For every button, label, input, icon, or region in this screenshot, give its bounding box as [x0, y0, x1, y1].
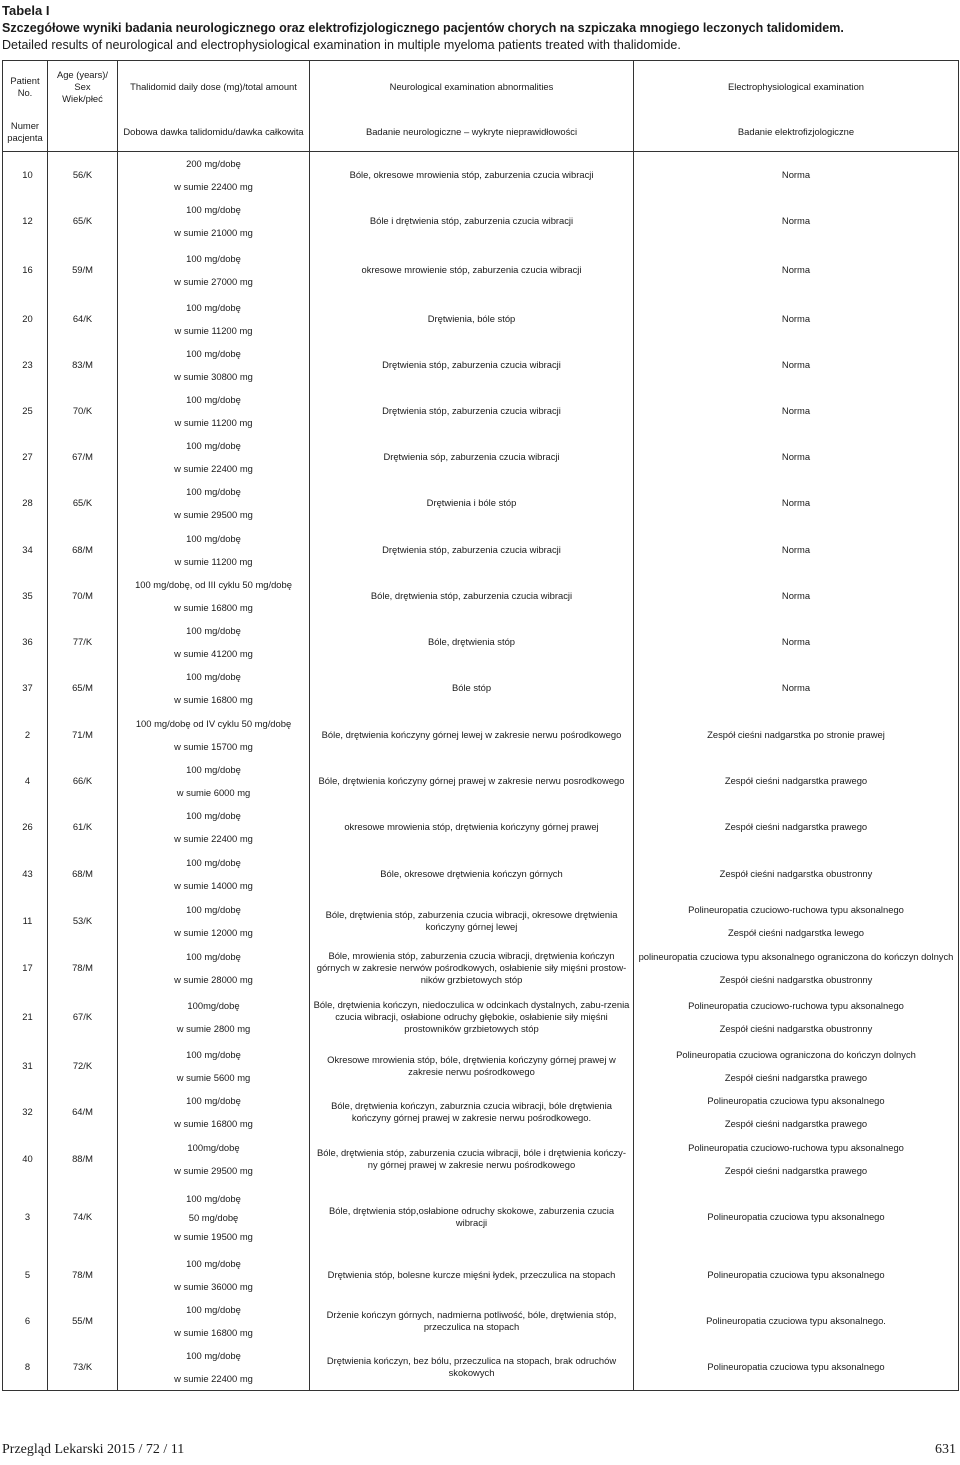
cell-electro: [634, 434, 959, 480]
cell-neuro: Drżenie kończyn górnych, nadmierna potliwość, bóle, drętwienia stóp, przeczulica na stopach: [310, 1298, 634, 1344]
cell-dose: [118, 665, 310, 711]
cell-dose: [118, 758, 310, 804]
cell-electro: [634, 1344, 959, 1391]
dose-line: 100 mg/dobę: [186, 625, 241, 636]
dose-line: w sumie 29500 mg: [174, 1164, 253, 1176]
cell-age-sex: 70/M: [48, 573, 118, 619]
cell-patient-number: 26: [3, 804, 48, 850]
cell-patient-number: 28: [3, 480, 48, 526]
title-english: Detailed results of neurological and electrophysiological examination in multiple myeloma patients treated with thalidomide.: [2, 38, 681, 52]
dose-line: w sumie 28000 mg: [174, 973, 253, 985]
cell-patient-number: 11: [3, 897, 48, 944]
dose-line: w sumie 16800 mg: [174, 1118, 253, 1129]
cell-neuro: Bóle, drętwienia kończyn, zaburznia czucia wibracji, bóle drętwienia kończyny górnej prawej w zakresie nerwu pośrodkowego.: [310, 1089, 634, 1135]
cell-age-sex: 68/M: [48, 526, 118, 573]
cell-electro: [634, 991, 959, 1043]
cell-electro: [634, 1182, 959, 1252]
cell-dose: [118, 991, 310, 1043]
table-row: [3, 244, 959, 296]
cell-neuro: Bóle stóp: [310, 665, 634, 711]
electro-line: Polineuropatia czuciowa typu aksonalnego.: [706, 1315, 886, 1326]
cell-neuro: Bóle, okresowe drętwienia kończyn górnych: [310, 850, 634, 897]
header-dose: Thalidomid daily dose (mg)/total amount: [118, 61, 310, 114]
cell-age-sex: 65/M: [48, 665, 118, 711]
cell-age-sex: 65/K: [48, 480, 118, 526]
dose-line: 100 mg/dobę: [186, 1192, 241, 1204]
table-caption: [2, 0, 958, 54]
electro-line: Polineuropatia czuciowa typu aksonalnego: [707, 1095, 885, 1106]
table-row: [3, 1182, 959, 1252]
cell-neuro: Drętwienia stóp, bolesne kurcze mięśni łydek, przeczulica na stopach: [310, 1252, 634, 1298]
cell-patient-number: 20: [3, 296, 48, 342]
electro-line: Polineuropatia czuciowa ograniczona do kończyn dolnych: [676, 1049, 916, 1060]
electro-line: Zespół cieśni nadgarstka prawego: [724, 1164, 868, 1176]
cell-electro: [634, 342, 959, 388]
dose-line: w sumie 11200 mg: [174, 325, 253, 336]
cell-dose: [118, 198, 310, 244]
cell-neuro: Bóle i drętwienia stóp, zaburzenia czucia wibracji: [310, 198, 634, 244]
dose-line: 100 mg/dobę: [186, 810, 241, 821]
cell-patient-number: 2: [3, 711, 48, 758]
cell-electro: [634, 619, 959, 665]
dose-line: w sumie 21000 mg: [174, 227, 253, 238]
cell-patient-number: 25: [3, 388, 48, 434]
cell-age-sex: 70/K: [48, 388, 118, 434]
cell-patient-number: 4: [3, 758, 48, 804]
cell-dose: [118, 480, 310, 526]
table-row: [3, 198, 959, 244]
electro-line: Norma: [781, 215, 811, 226]
cell-dose: [118, 1344, 310, 1391]
cell-electro: [634, 944, 959, 991]
dose-line: 100 mg/dobę od IV cyklu 50 mg/dobę: [135, 717, 292, 729]
electro-line: Polineuropatia czuciowa typu aksonalnego: [707, 1211, 885, 1222]
cell-age-sex: 67/M: [48, 434, 118, 480]
table-row: [3, 619, 959, 665]
cell-age-sex: 78/M: [48, 944, 118, 991]
electro-line: polineuropatia czuciowa typu aksonalnego ograniczona do kończyn dolnych: [638, 950, 954, 962]
electro-line: Polineuropatia czuciowo-ruchowa typu aksonalnego: [688, 1000, 904, 1011]
dose-line: 100 mg/dobę: [186, 1049, 241, 1060]
electro-line: Polineuropatia czuciowa typu aksonalnego: [707, 1361, 885, 1372]
cell-patient-number: 35: [3, 573, 48, 619]
electro-line: Norma: [781, 636, 811, 647]
electro-line: Norma: [781, 451, 811, 462]
cell-age-sex: 61/K: [48, 804, 118, 850]
cell-dose: [118, 1043, 310, 1089]
dose-line: w sumie 19500 mg: [174, 1230, 253, 1242]
cell-age-sex: 56/K: [48, 152, 118, 199]
cell-dose: [118, 244, 310, 296]
cell-patient-number: 40: [3, 1135, 48, 1182]
dose-line: 100 mg/dobę: [186, 348, 241, 359]
cell-age-sex: 73/K: [48, 1344, 118, 1391]
dose-line: 100 mg/dobę: [186, 394, 241, 405]
cell-electro: [634, 758, 959, 804]
electro-line: Polineuropatia czuciowa typu aksonalnego: [707, 1269, 885, 1280]
dose-line: 100 mg/dobę: [186, 764, 241, 775]
dose-line: 100 mg/dobę: [186, 1350, 241, 1361]
table-row: [3, 573, 959, 619]
cell-patient-number: 17: [3, 944, 48, 991]
dose-line: 50 mg/dobę: [188, 1211, 239, 1223]
dose-line: 100 mg/dobę: [186, 204, 241, 215]
cell-electro: [634, 388, 959, 434]
table-row: [3, 1298, 959, 1344]
cell-age-sex: 59/M: [48, 244, 118, 296]
cell-electro: [634, 152, 959, 199]
cell-neuro: Bóle, drętwienia stóp: [310, 619, 634, 665]
header-dose-pl: Dobowa dawka talidomidu/dawka całkowita: [118, 113, 310, 152]
cell-electro: [634, 244, 959, 296]
cell-patient-number: 12: [3, 198, 48, 244]
header-patient-no-pl: Numer pacjenta: [3, 113, 48, 152]
cell-neuro: Bóle, drętwienia kończyny górnej lewej w zakresie nerwu pośrodkowego: [310, 711, 634, 758]
cell-neuro: okresowe mrowienie stóp, zaburzenia czucia wibracji: [310, 244, 634, 296]
dose-line: 100 mg/dobę, od III cyklu 50 mg/dobę: [135, 579, 292, 590]
cell-patient-number: 36: [3, 619, 48, 665]
cell-electro: [634, 526, 959, 573]
cell-electro: [634, 198, 959, 244]
cell-electro: [634, 480, 959, 526]
cell-age-sex: 83/M: [48, 342, 118, 388]
cell-neuro: Bóle, drętwienia stóp, zaburzenia czucia wibracji: [310, 573, 634, 619]
cell-age-sex: 74/K: [48, 1182, 118, 1252]
page-number: 631: [935, 1442, 956, 1457]
dose-line: w sumie 16800 mg: [174, 1327, 253, 1338]
cell-patient-number: 5: [3, 1252, 48, 1298]
cell-age-sex: 67/K: [48, 991, 118, 1043]
dose-line: w sumie 27000 mg: [174, 276, 253, 287]
cell-age-sex: 71/M: [48, 711, 118, 758]
cell-patient-number: 37: [3, 665, 48, 711]
dose-line: 100mg/dobę: [187, 1141, 240, 1153]
cell-electro: [634, 1135, 959, 1182]
dose-line: w sumie 11200 mg: [174, 555, 253, 567]
header-row-english: [3, 61, 959, 114]
dose-line: w sumie 22400 mg: [174, 181, 253, 192]
cell-neuro: okresowe mrowienia stóp, drętwienia kończyny górnej prawej: [310, 804, 634, 850]
dose-line: 100 mg/dobę: [186, 532, 241, 544]
cell-neuro: Bóle, drętwienia kończyny górnej prawej w zakresie nerwu posrodkowego: [310, 758, 634, 804]
header-electro: Electrophysiological examination: [634, 61, 959, 114]
cell-neuro: Drętwienia i bóle stóp: [310, 480, 634, 526]
cell-dose: [118, 944, 310, 991]
electro-line: Norma: [781, 405, 811, 416]
table-row: [3, 758, 959, 804]
table-row: [3, 296, 959, 342]
dose-line: 100 mg/dobę: [186, 1304, 241, 1315]
electro-line: Norma: [781, 169, 811, 180]
cell-neuro: Bóle, drętwienia kończyn, niedoczulica w odcinkach dystalnych, zabu-rzenia czucia wibracji, osłabione odruchy głębokie, osłabienie siły mięśni prostowników grzbietowych stóp: [310, 991, 634, 1043]
cell-dose: [118, 804, 310, 850]
electro-line: Zespół cieśni nadgarstka obustronny: [719, 1023, 873, 1034]
results-table: [2, 60, 959, 1391]
cell-age-sex: 88/M: [48, 1135, 118, 1182]
cell-patient-number: 23: [3, 342, 48, 388]
cell-age-sex: 64/K: [48, 296, 118, 342]
electro-line: Norma: [781, 313, 811, 324]
cell-electro: [634, 1298, 959, 1344]
cell-neuro: Bóle, drętwienia stóp, zaburzenia czucia wibracji, okresowe drętwienia kończyny górnej lewej: [310, 897, 634, 944]
electro-line: Zespół cieśni nadgarstka po stronie prawej: [707, 728, 885, 740]
cell-patient-number: 3: [3, 1182, 48, 1252]
cell-neuro: Bóle, drętwienia stóp, zaburzenia czucia wibracji, bóle i drętwienia kończy-ny górnej prawej w zakresie nerwu pośrodkowego: [310, 1135, 634, 1182]
cell-electro: [634, 1252, 959, 1298]
cell-neuro: Okresowe mrowienia stóp, bóle, drętwienia kończyny górnej prawej w zakresie nerwu pośrodkowego: [310, 1043, 634, 1089]
table-row: [3, 342, 959, 388]
cell-age-sex: 55/M: [48, 1298, 118, 1344]
cell-age-sex: 68/M: [48, 850, 118, 897]
cell-dose: [118, 850, 310, 897]
table-row: [3, 804, 959, 850]
dose-line: 100 mg/dobę: [186, 302, 241, 313]
electro-line: Zespół cieśni nadgarstka prawego: [724, 821, 868, 832]
cell-neuro: Bóle, drętwienia stóp,osłabione odruchy skokowe, zaburzenia czucia wibracji: [310, 1182, 634, 1252]
cell-dose: [118, 619, 310, 665]
electro-line: Zespół cieśni nadgarstka prawego: [724, 1072, 868, 1083]
header-neuro: Neurological examination abnormalities: [310, 61, 634, 114]
table-row: [3, 850, 959, 897]
dose-line: w sumie 41200 mg: [174, 648, 253, 659]
cell-dose: [118, 1298, 310, 1344]
header-age-sex-pl-empty: [48, 113, 118, 152]
dose-line: w sumie 29500 mg: [174, 509, 253, 520]
cell-neuro: Drętwienia stóp, zaburzenia czucia wibracji: [310, 526, 634, 573]
cell-dose: [118, 342, 310, 388]
electro-line: Norma: [781, 359, 811, 370]
table-row: [3, 1043, 959, 1089]
cell-electro: [634, 711, 959, 758]
header-age-sex-en: Age (years)/ Sex: [56, 69, 109, 92]
header-electro-pl: Badanie elektrofizjologiczne: [634, 113, 959, 152]
table-row: [3, 388, 959, 434]
electro-line: Norma: [781, 682, 811, 693]
cell-neuro: Drętwienia, bóle stóp: [310, 296, 634, 342]
electro-line: Norma: [781, 497, 811, 508]
cell-neuro: Drętwienia stóp, zaburzenia czucia wibracji: [310, 388, 634, 434]
dose-line: w sumie 14000 mg: [174, 879, 253, 891]
dose-line: w sumie 15700 mg: [174, 740, 253, 752]
dose-line: 100 mg/dobę: [186, 903, 241, 915]
electro-line: Zespół cieśni nadgarstka prawego: [724, 775, 868, 786]
cell-dose: [118, 526, 310, 573]
cell-dose: [118, 434, 310, 480]
electro-line: Polineuropatia czuciowo-ruchowa typu aksonalnego: [688, 1141, 904, 1153]
cell-patient-number: 27: [3, 434, 48, 480]
dose-line: w sumie 5600 mg: [176, 1072, 251, 1083]
table-row: [3, 1135, 959, 1182]
dose-line: 100 mg/dobę: [186, 1258, 241, 1269]
journal-citation: Przegląd Lekarski 2015 / 72 / 11: [2, 1442, 185, 1457]
header-age-sex-pl: Wiek/płeć: [62, 93, 103, 104]
table-row: [3, 991, 959, 1043]
table-row: [3, 1344, 959, 1391]
dose-line: 100 mg/dobę: [186, 253, 241, 264]
cell-age-sex: 53/K: [48, 897, 118, 944]
table-row: [3, 434, 959, 480]
dose-line: w sumie 6000 mg: [176, 787, 251, 798]
table-row: [3, 711, 959, 758]
electro-line: Norma: [781, 590, 811, 601]
table-label: Tabela I: [2, 3, 50, 18]
dose-line: 100 mg/dobę: [186, 671, 241, 682]
header-row-polish: [3, 113, 959, 152]
electro-line: Norma: [781, 264, 811, 275]
dose-line: w sumie 22400 mg: [174, 463, 253, 474]
cell-dose: [118, 711, 310, 758]
cell-electro: [634, 1089, 959, 1135]
cell-neuro: Drętwienia stóp, zaburzenia czucia wibracji: [310, 342, 634, 388]
electro-line: Zespół cieśni nadgarstka obustronny: [719, 867, 873, 879]
cell-patient-number: 21: [3, 991, 48, 1043]
cell-age-sex: 72/K: [48, 1043, 118, 1089]
electro-line: Polineuropatia czuciowo-ruchowa typu aksonalnego: [688, 903, 904, 915]
table-row: [3, 1252, 959, 1298]
table-row: [3, 897, 959, 944]
electro-line: Zespół cieśni nadgarstka prawego: [724, 1118, 868, 1129]
table-row: [3, 152, 959, 199]
cell-dose: [118, 1182, 310, 1252]
cell-electro: [634, 1043, 959, 1089]
cell-dose: [118, 296, 310, 342]
table-row: [3, 944, 959, 991]
cell-patient-number: 34: [3, 526, 48, 573]
electro-line: Norma: [781, 543, 811, 555]
cell-electro: [634, 850, 959, 897]
cell-neuro: Bóle, mrowienia stóp, zaburzenia czucia wibracji, drętwienia kończyn górnych w zakresie nerwów pośrodkowych, osłabienie siły mięśni prostow-ników grzbietowych stóp: [310, 944, 634, 991]
cell-neuro: Bóle, okresowe mrowienia stóp, zaburzenia czucia wibracji: [310, 152, 634, 199]
cell-patient-number: 6: [3, 1298, 48, 1344]
cell-electro: [634, 573, 959, 619]
cell-dose: [118, 388, 310, 434]
cell-patient-number: 31: [3, 1043, 48, 1089]
cell-age-sex: 65/K: [48, 198, 118, 244]
dose-line: w sumie 16800 mg: [174, 694, 253, 705]
cell-age-sex: 78/M: [48, 1252, 118, 1298]
header-patient-no: Patient No.: [3, 61, 48, 114]
dose-line: w sumie 30800 mg: [174, 371, 253, 382]
dose-line: w sumie 2800 mg: [176, 1023, 251, 1034]
electro-line: Zespół cieśni nadgarstka obustronny: [719, 973, 873, 985]
cell-patient-number: 10: [3, 152, 48, 199]
dose-line: w sumie 16800 mg: [174, 602, 253, 613]
dose-line: 100 mg/dobę: [186, 950, 241, 962]
electro-line: Zespół cieśni nadgarstka lewego: [727, 926, 864, 938]
dose-line: 200 mg/dobę: [186, 158, 241, 169]
cell-electro: [634, 804, 959, 850]
cell-electro: [634, 897, 959, 944]
cell-patient-number: 8: [3, 1344, 48, 1391]
cell-electro: [634, 665, 959, 711]
cell-dose: [118, 152, 310, 199]
header-age-sex: [48, 61, 118, 114]
dose-line: w sumie 22400 mg: [174, 1373, 253, 1384]
table-row: [3, 665, 959, 711]
dose-line: 100mg/dobę: [187, 1000, 240, 1011]
table-row: [3, 1089, 959, 1135]
cell-dose: [118, 573, 310, 619]
cell-dose: [118, 1089, 310, 1135]
cell-patient-number: 16: [3, 244, 48, 296]
table-row: [3, 526, 959, 573]
cell-dose: [118, 897, 310, 944]
title-polish: Szczegółowe wyniki badania neurologicznego oraz elektrofizjologicznego pacjentów chorych na szpiczaka mnogiego leczonych talidomidem.: [2, 21, 844, 35]
dose-line: 100 mg/dobę: [186, 486, 241, 497]
cell-age-sex: 64/M: [48, 1089, 118, 1135]
dose-line: 100 mg/dobę: [186, 856, 241, 868]
cell-dose: [118, 1135, 310, 1182]
dose-line: 100 mg/dobę: [186, 440, 241, 451]
cell-neuro: Drętwienia sóp, zaburzenia czucia wibracji: [310, 434, 634, 480]
cell-patient-number: 43: [3, 850, 48, 897]
cell-neuro: Drętwienia kończyn, bez bólu, przeczulica na stopach, brak odruchów skokowych: [310, 1344, 634, 1391]
dose-line: w sumie 22400 mg: [174, 833, 253, 844]
dose-line: w sumie 36000 mg: [174, 1281, 253, 1292]
dose-line: w sumie 12000 mg: [174, 926, 253, 938]
table-row: [3, 480, 959, 526]
cell-dose: [118, 1252, 310, 1298]
cell-electro: [634, 296, 959, 342]
header-neuro-pl: Badanie neurologiczne – wykryte nieprawidłowości: [310, 113, 634, 152]
cell-age-sex: 66/K: [48, 758, 118, 804]
cell-patient-number: 32: [3, 1089, 48, 1135]
dose-line: w sumie 11200 mg: [174, 417, 253, 428]
dose-line: 100 mg/dobę: [186, 1095, 241, 1106]
cell-age-sex: 77/K: [48, 619, 118, 665]
